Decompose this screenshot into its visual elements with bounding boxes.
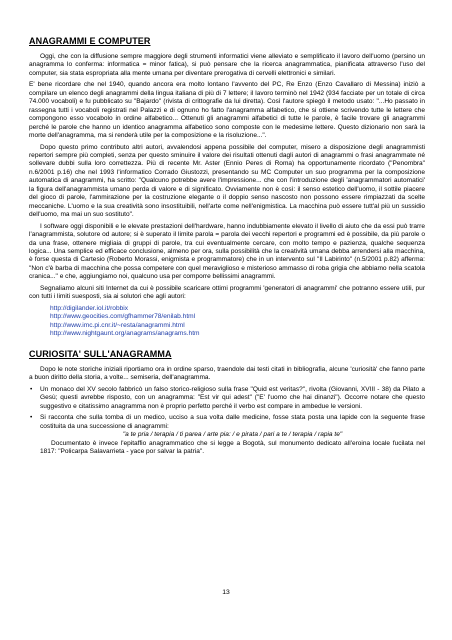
page-number: 13 <box>222 589 230 596</box>
bullet-icon: • <box>30 414 33 422</box>
epitaph-paragraph: Documentato è invece l'epitaffio anagrammatico che si legge a Bogotà, sul monumento dedicato all'eroina locale fucilata nel 1817: "Policarpa Salavarrieta - yace por salvar la patria". <box>40 439 425 455</box>
link-item[interactable]: http://www.imc.pi.cnr.it/~resta/anagrammi.html <box>50 321 185 329</box>
paragraph-2: E' bene ricordare che nel 1940, quando ancora era molto lontano l'avvento del PC, Re Enzo (Enzo Cavallaro di Messina) iniziò a compilare un elenco degli anagrammi della lingua italiana di più di 7 lettere; il lavoro terminò nel 1942 (934 facciate per un totale di circa 74.000 vocaboli) e fu pubblicato su "Bajardo" (rivista di crittografie da lui diretta). Così l'autore spiegò il metodo usato: "...Ho passato in rassegna tutti i vocaboli registrati nel Palazzi e di ognuno ho fatto l'anagramma alfabetico, che si ottiene scrivendo tutte le lettere che compongono esso vocabolo in ordine alfabetico... Ottenuti gli anagrammi alfabetici di tutte le parole, è facile trovare gli anagrammi perché le parole che hanno un identico anagramma alfabetico sono composte con le medesime lettere. Questo dizionario non sarà la morte dell'anagramma, ma si renderà utile per la composizione e la risoluzione...". <box>29 81 425 140</box>
paragraph-3: Dopo questo primo contributo altri autori, avvalendosi appena possibile del computer, misero a disposizione degli anagrammisti repertori sempre più completi, senza per questo sminuire il valore dei risultati ottenuti dagli autori di anagrammi o frasi anagrammate né sollevare dubbi sulla loro correttezza. Più di recente Mr. Aster (Ennio Peres di Roma) ha opportunamente ricordato ("Penombra" n.6/2001 p.16) che nel 1993 l'informatico Corrado Giustozzi, presentando su MC Computer un suo programma per la composizione automatica di anagrammi, ha scritto: "Qualcuno potrebbe avere l'impressione... che con l'introduzione degli 'anagrammatori automatici' la figura dell'anagrammista umano perda di valore e di significato. Ovviamente non è così: il senso estetico dell'uomo, il sottile piacere del gioco di parole, l'ammirazione per la costruzione elegante o il doppio senso nascosto non possono essere rimpiazzati da scelte meccaniche. L'uomo e la sua creatività sono insostituibili, nell'arte come nell'enigmistica. La macchina può essere tutt'al più un sussidio dell'uomo, ma mai un suo sostituto". <box>29 143 425 219</box>
link-list <box>29 305 425 339</box>
bullet-item <box>29 414 425 456</box>
bullet-text: Si racconta che sulla tomba di un medico, ucciso a sua volta dalle medicine, fosse stata posta una lapide con la seguente frase costituita da una successione di anagrammi: <box>40 414 425 430</box>
curiosita-intro: Dopo le note storiche iniziali riportiamo ora in ordine sparso, traendole dai testi citati in bibliografia, alcune 'curiosità' che fanno parte a buon diritto della storia, a volte... semiseria, dell'anagramma. <box>29 365 425 382</box>
section-title-curiosita: CURIOSITA' SULL'ANAGRAMMA <box>29 348 172 359</box>
link-item[interactable]: http://www.geocities.com/gfhammer78/enilab.html <box>50 313 196 321</box>
bullet-text: Un monaco del XV secolo fabbricò un falso storico-religioso sulla frase "Quid est veritas?", rivolta (Giovanni, XVIII - 38) da Pilato a Gesù; questi avrebbe risposto, con un anagramma: "Est vir qui adest" ("E' l'uomo che hai dinanzi"). Occorre notare che questo suggestivo e citatissimo anagramma non è proprio perfetto perché il verbo est compare in ambedue le versioni. <box>40 385 425 410</box>
page-content <box>29 36 425 456</box>
bullet-item <box>29 386 425 411</box>
bullet-list <box>29 386 425 457</box>
paragraph-1: Oggi, che con la diffusione sempre maggiore degli strumenti informatici viene alleviato e semplificato il lavoro dell'uomo (persino un anagramma lo conferma: informatica = minor fatica), si può pensare che la ricerca anagrammatica, pianificata attraverso l'uso del computer, sia stata espropriata alla mente umana per diventare prerogativa di cervelli elettronici e similari. <box>29 53 425 77</box>
link-item[interactable]: http://www.nightgaunt.org/anagrams/anagrams.htm <box>50 330 200 338</box>
bullet-icon: • <box>30 385 33 393</box>
paragraph-5: Segnaliamo alcuni siti Internet da cui è possibile scaricare ottimi programmi 'generatori di anagrammi' che potranno essere utili, pur con tutti i limiti suesposti, sia ai solutori che agli autori: <box>29 284 425 301</box>
section-title-anagrammi-computer: ANAGRAMMI E COMPUTER <box>29 36 151 46</box>
paragraph-4: I software oggi disponibili e le elevate prestazioni dell'hardware, hanno indubbiamente elevato il livello di aiuto che da essi può trarre l'anagrammista, solutore od autore; si è superato il limite parola = parola dei vecchi repertori e programmi ed è possibile, da più parole o da una frase, ottenere migliaia di gruppi di parole, tra cui eventualmente cercare, con molto tempo e pazienza, qualche sequenza logica... Una semplice ed efficace conclusione, almeno per ora, sulla possibilità che la creatività umana debba arrendersi alla macchina, è forse questa di Cartesio (Roberto Morassi, enigmista e programmatore) che in un intervento sul "Il Labirinto" (n.5/2001 p.82) afferma: "Non c'è barba di macchina che possa competere con quel meraviglioso e misterioso ammasso di roba grigia che abbiamo nella scatola cranica..." e che, aggiungiamo noi, qualcuno usa per comporre bellissimi anagrammi. <box>29 222 425 281</box>
link-item[interactable]: http://digilander.iol.it/robbix <box>50 304 129 312</box>
anagram-verse: "a te pria / terapia / ti parea / arte pia: / e pirata / pari a te / terapia / rapia te" <box>122 431 343 439</box>
